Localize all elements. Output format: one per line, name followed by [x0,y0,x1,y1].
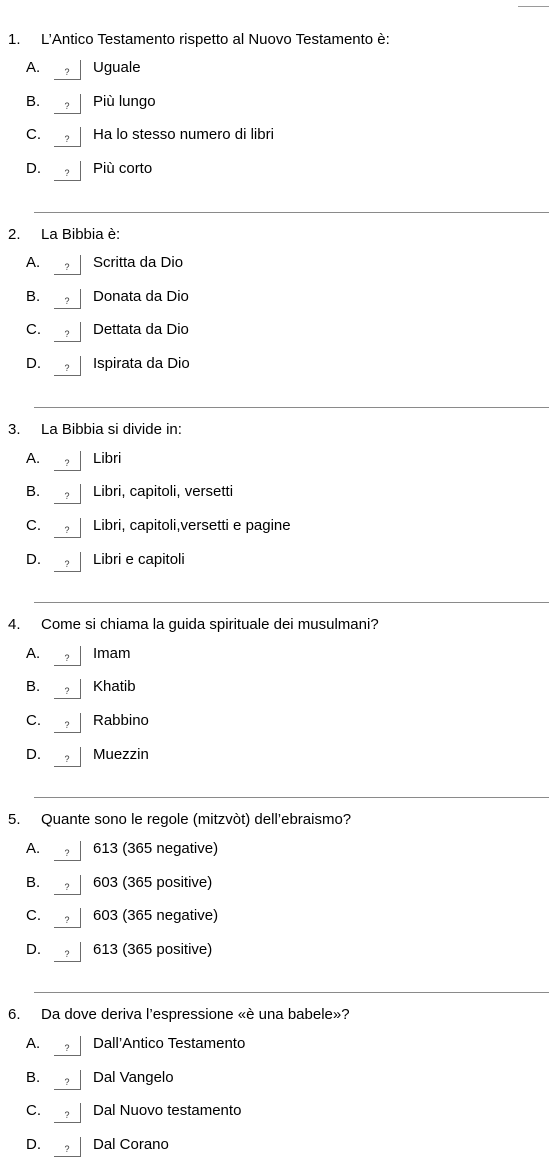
option-c[interactable] [0,126,549,152]
question-text: Come si chiama la guida spirituale dei musulmani? [41,616,379,633]
answer-box[interactable]: ? [54,841,81,861]
option-text: Libri, capitoli, versetti [93,483,234,500]
option-a[interactable] [0,840,549,866]
question-text: La Bibbia si divide in: [41,421,182,438]
option-letter: D. [26,551,41,568]
answer-box[interactable]: ? [54,518,81,538]
option-d[interactable] [0,160,549,186]
answer-box[interactable]: ? [54,1103,81,1123]
option-text: Imam [93,645,131,662]
option-d[interactable] [0,941,549,967]
option-letter: C. [26,321,41,338]
question-divider [34,602,549,603]
option-text: Dettata da Dio [93,321,189,338]
option-c[interactable] [0,1102,549,1128]
option-letter: D. [26,746,41,763]
option-text: Ha lo stesso numero di libri [93,126,274,143]
answer-box[interactable]: ? [54,127,81,147]
option-text: Rabbino [93,712,149,729]
option-letter: C. [26,712,41,729]
option-a[interactable] [0,254,549,280]
answer-box[interactable]: ? [54,1070,81,1090]
answer-box[interactable]: ? [54,875,81,895]
option-letter: B. [26,483,41,500]
answer-box[interactable]: ? [54,552,81,572]
question-number: 5. [8,811,21,828]
option-d[interactable] [0,355,549,381]
question-title [8,811,351,829]
option-c[interactable] [0,907,549,933]
option-a[interactable] [0,59,549,85]
option-d[interactable] [0,1136,549,1162]
question-title [8,616,379,634]
top-divider [518,6,549,7]
option-b[interactable] [0,678,549,704]
option-c[interactable] [0,517,549,543]
option-text: Muezzin [93,746,149,763]
answer-box[interactable]: ? [54,908,81,928]
option-text: 613 (365 positive) [93,941,213,958]
answer-box[interactable]: ? [54,356,81,376]
option-letter: D. [26,355,41,372]
option-letter: D. [26,160,41,177]
answer-box[interactable]: ? [54,713,81,733]
option-text: Donata da Dio [93,288,189,305]
option-a[interactable] [0,450,549,476]
option-text: Libri [93,450,122,467]
option-letter: C. [26,126,41,143]
option-text: Più lungo [93,93,156,110]
answer-box[interactable]: ? [54,1137,81,1157]
option-text: 603 (365 positive) [93,874,213,891]
answer-box[interactable]: ? [54,60,81,80]
option-a[interactable] [0,645,549,671]
option-c[interactable] [0,321,549,347]
question-title [8,31,390,49]
option-text: 613 (365 negative) [93,840,219,857]
question-text: L’Antico Testamento rispetto al Nuovo Testamento è: [41,31,390,48]
option-b[interactable] [0,288,549,314]
option-letter: A. [26,450,41,467]
question-number: 6. [8,1006,21,1023]
answer-box[interactable]: ? [54,942,81,962]
answer-box[interactable]: ? [54,484,81,504]
option-b[interactable] [0,1069,549,1095]
option-letter: A. [26,59,41,76]
answer-box[interactable]: ? [54,289,81,309]
option-text: Dal Nuovo testamento [93,1102,242,1119]
question-title [8,1006,350,1024]
option-text: Uguale [93,59,141,76]
option-letter: A. [26,645,41,662]
option-letter: D. [26,941,41,958]
answer-box[interactable]: ? [54,255,81,275]
option-text: Dal Vangelo [93,1069,174,1086]
question-text: La Bibbia è: [41,226,121,243]
question-divider [34,797,549,798]
question-number: 1. [8,31,21,48]
question-number: 4. [8,616,21,633]
option-b[interactable] [0,93,549,119]
option-letter: B. [26,93,41,110]
option-letter: B. [26,678,41,695]
option-text: Libri, capitoli,versetti e pagine [93,517,291,534]
question-text: Quante sono le regole (mitzvòt) dell’ebraismo? [41,811,352,828]
option-letter: A. [26,1035,41,1052]
option-letter: C. [26,907,41,924]
answer-box[interactable]: ? [54,679,81,699]
option-letter: D. [26,1136,41,1153]
answer-box[interactable]: ? [54,646,81,666]
answer-box[interactable]: ? [54,94,81,114]
option-letter: B. [26,288,41,305]
option-d[interactable] [0,746,549,772]
option-b[interactable] [0,874,549,900]
option-text: Ispirata da Dio [93,355,190,372]
option-text: Khatib [93,678,136,695]
option-letter: A. [26,840,41,857]
option-d[interactable] [0,551,549,577]
answer-box[interactable]: ? [54,161,81,181]
option-text: Scritta da Dio [93,254,184,271]
option-text: 603 (365 negative) [93,907,219,924]
question-number: 2. [8,226,21,243]
option-text: Dal Corano [93,1136,169,1153]
question-divider [34,992,549,993]
question-title [8,421,182,439]
question-text: Da dove deriva l’espressione «è una babele»? [41,1006,350,1023]
option-text: Libri e capitoli [93,551,185,568]
option-letter: B. [26,1069,41,1086]
option-a[interactable] [0,1035,549,1061]
answer-box[interactable]: ? [54,1036,81,1056]
option-text: Dall’Antico Testamento [93,1035,246,1052]
option-letter: B. [26,874,41,891]
question-divider [34,407,549,408]
question-number: 3. [8,421,21,438]
question-title [8,226,120,244]
option-letter: A. [26,254,41,271]
option-letter: C. [26,1102,41,1119]
answer-box[interactable]: ? [54,747,81,767]
option-c[interactable] [0,712,549,738]
answer-box[interactable]: ? [54,451,81,471]
option-b[interactable] [0,483,549,509]
option-letter: C. [26,517,41,534]
question-divider [34,212,549,213]
answer-box[interactable]: ? [54,322,81,342]
option-text: Più corto [93,160,153,177]
